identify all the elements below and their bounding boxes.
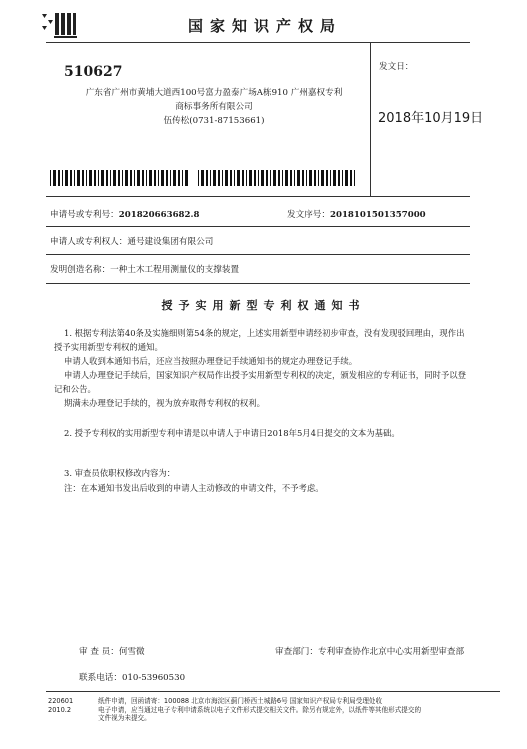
cnipa-emblem-icon xyxy=(40,10,78,40)
divider xyxy=(46,283,470,284)
date-label: 发文日： xyxy=(379,62,414,72)
barcode xyxy=(50,170,190,186)
phone-row xyxy=(79,671,185,683)
examiner-row xyxy=(79,645,145,657)
note: 注：在本通知书发出后收到的申请人主动修改的申请文件，不予考虑。 xyxy=(64,483,324,493)
footer-line: 电子申请，应当通过电子专利申请系统以电子文件形式提交相关文件。除另有规定外，以纸件等其他形式提交的 xyxy=(98,705,422,714)
divider xyxy=(46,196,470,197)
form-version: 2010.2 xyxy=(48,705,72,714)
issue-date: 2018年10月19日 xyxy=(378,111,484,126)
field-label: 审 查 员： xyxy=(79,647,119,657)
field-label: 联系电话： xyxy=(79,673,122,683)
recipient-address xyxy=(64,86,364,128)
notice-title: 授予实用新型专利权通知书 xyxy=(161,299,366,312)
invention-title: 一种土木工程用测量仪的支撑装置 xyxy=(110,265,240,275)
paragraph: 申请人办理登记手续后，国家知识产权局作出授予实用新型专利权的决定，颁发相应的专利证书，同时予以登记和公告。 xyxy=(54,370,466,394)
field-label: 申请号或专利号： xyxy=(50,210,119,220)
paragraph: 2. 授予专利权的实用新型专利申请是以申请人于申请日2018年5月4日提交的文本为基础。 xyxy=(64,428,400,438)
invention-title-row xyxy=(50,263,239,275)
department-row xyxy=(275,645,464,657)
document-sequence-row xyxy=(287,208,426,220)
divider xyxy=(46,226,470,227)
applicant: 通号建设集团有限公司 xyxy=(127,237,214,247)
form-number: 220601 xyxy=(48,697,74,705)
divider xyxy=(46,254,470,255)
examiner-name: 何雪微 xyxy=(118,647,145,657)
paragraph: 期满未办理登记手续的，视为放弃取得专利权的权利。 xyxy=(64,398,265,408)
footer-line: 纸件申请，回函请寄：100088 北京市海淀区蓟门桥西土城路6号 国家知识产权局专利局受理处收 xyxy=(98,697,383,705)
field-label: 申请人或专利权人： xyxy=(50,237,128,247)
form-code xyxy=(48,697,73,714)
divider xyxy=(370,42,371,196)
applicant-row xyxy=(50,235,213,247)
footer-notice xyxy=(98,697,503,723)
divider xyxy=(46,42,470,43)
phone-number: 010-53960530 xyxy=(121,673,186,683)
application-number: 201820663682.8 xyxy=(118,210,200,220)
field-label: 发明创造名称： xyxy=(50,265,111,275)
divider xyxy=(46,691,500,692)
office-name: 国家知识产权局 xyxy=(188,17,343,35)
document-sequence: 2018101501357000 xyxy=(329,210,426,220)
postcode: 510627 xyxy=(64,64,123,80)
barcode xyxy=(198,170,356,186)
address-line: 商标事务所有限公司 xyxy=(175,102,253,112)
paragraph: 1. 根据专利法第40条及实施细则第54条的规定，上述实用新型申请经初步审查，没有发现驳回理由，现作出授予实用新型专利权的通知。 xyxy=(54,328,465,352)
paragraph: 申请人收到本通知书后，还应当按照办理登记手续通知书的规定办理登记手续。 xyxy=(64,356,358,366)
field-label: 审查部门： xyxy=(275,647,318,657)
footer-line: 文件视为未提交。 xyxy=(98,714,151,722)
address-line: 广东省广州市黄埔大道西100号富力盈泰广场A栋910 广州嘉权专利 xyxy=(85,88,343,98)
contact: 伍传松(0731-87153661) xyxy=(163,116,265,126)
application-number-row xyxy=(50,208,200,220)
field-label: 发文序号： xyxy=(287,210,330,220)
department: 专利审查协作北京中心实用新型审查部 xyxy=(317,647,465,657)
paragraph: 3. 审查员依职权修改内容为： xyxy=(64,468,176,478)
